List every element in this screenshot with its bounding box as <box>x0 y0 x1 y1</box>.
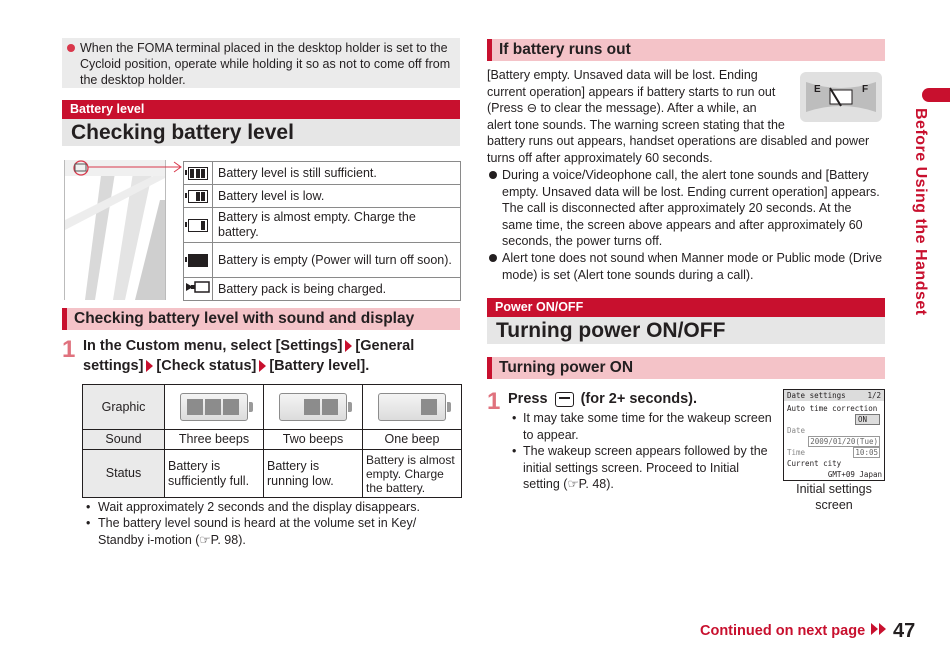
bullet-icon <box>489 171 497 179</box>
table-row <box>184 208 461 243</box>
page-number: 47 <box>893 620 916 642</box>
subhead-power-on: Turning power ON <box>487 357 885 379</box>
screen-auto-label: Auto time correction <box>787 404 878 413</box>
bullet-icon: • <box>86 516 91 530</box>
subhead-sound-display: Checking battery level with sound and display <box>62 308 460 330</box>
battery-charging-icon <box>184 278 213 301</box>
big-battery-2-icon <box>264 385 363 430</box>
battery-level-table <box>183 161 461 301</box>
screen-title: Date settings <box>787 391 846 400</box>
svg-text:E: E <box>814 84 821 95</box>
status-cell: Battery is almost empty. Charge the battery. <box>363 450 462 498</box>
para-line: turns off after approximately 60 seconds. <box>487 150 713 165</box>
note-bullet-icon <box>67 44 75 52</box>
caret-right-icon <box>259 360 266 372</box>
battery-1-bar-icon <box>184 208 213 243</box>
table-row <box>184 243 461 278</box>
continued-text: Continued on next page <box>700 623 866 639</box>
status-cell: Battery is sufficiently full. <box>165 450 264 498</box>
subhead-battery-out: If battery runs out <box>487 39 885 61</box>
big-battery-3-icon <box>165 385 264 430</box>
status-label: Status <box>83 450 165 498</box>
note-box <box>62 38 460 88</box>
bullet-text: It may take some time for the wakeup screen to appear. <box>523 411 772 442</box>
step-instruction <box>508 389 788 409</box>
screen-title-right: 1/2 <box>867 391 881 400</box>
level-text: Battery level is still sufficient. <box>213 162 461 185</box>
bullet-text: Wait approximately 2 seconds and the display disappears. <box>98 500 420 514</box>
list-item <box>86 499 436 516</box>
bullet-text: The wakeup screen appears followed by the initial settings screen. Proceed to Initial setting (☞P. 48). <box>523 444 768 491</box>
level-text: Battery level is low. <box>213 185 461 208</box>
battery-empty-icon <box>184 243 213 278</box>
battery-2-bars-icon <box>184 185 213 208</box>
para-line: alert tone sounds. The warning screen stating that the <box>487 117 785 132</box>
step-part: [Check status] <box>156 358 257 374</box>
para-line: battery runs out appears, handset operations are disabled and power <box>487 134 870 148</box>
para-line: current operation] appears if battery starts to run out <box>487 84 776 99</box>
screen-date-value: 2009/01/20(Tue) <box>810 437 878 446</box>
section-tag-battery: Battery level <box>62 100 460 119</box>
table-row <box>184 185 461 208</box>
list-item <box>512 443 776 493</box>
double-arrow-icon <box>871 622 887 640</box>
continued-link[interactable] <box>700 622 887 640</box>
bullet-icon: • <box>512 444 517 458</box>
para-line: (Press ⊖ to clear the message). After a while, an <box>487 101 757 115</box>
step-part: [General settings] <box>83 338 415 374</box>
level-text: Battery is empty (Power will turn off soon). <box>213 243 461 278</box>
list-item <box>512 410 776 443</box>
battery-sound-table <box>82 384 462 498</box>
initial-settings-screen <box>783 389 885 481</box>
note-text: When the FOMA terminal placed in the desktop holder is set to the Cycloid position, operate while holding it so as not to come off from the desktop holder. <box>80 41 451 87</box>
bullet-icon <box>489 254 497 262</box>
level-text: Battery is almost empty. Charge the battery. <box>213 208 461 243</box>
sound-cell: Two beeps <box>264 430 363 450</box>
bullet-icon: • <box>512 411 517 425</box>
screen-time-value: 10:05 <box>855 448 878 457</box>
screen-auto-value: ON <box>855 414 880 425</box>
bullet-text: During a voice/Videophone call, the alert tone sounds and [Battery empty. Unsaved data will be lost. Ending current operation] appears. The call is disconnected after approximately 20 seconds. At the same time, the screen above appears and after approximately 60 seconds, the power turns off. <box>502 168 880 248</box>
sidebar-section-label: Before Using the Handset <box>912 108 929 316</box>
sound-label: Sound <box>83 430 165 450</box>
para-line: [Battery empty. Unsaved data will be lost. Ending <box>487 68 758 82</box>
phone-screen-illustration <box>64 160 166 300</box>
graphic-label: Graphic <box>83 385 165 430</box>
screen-graphic-icon <box>65 160 165 300</box>
screen-caption: Initial settings screen <box>796 482 872 512</box>
sound-cell: Three beeps <box>165 430 264 450</box>
table-row <box>83 450 462 498</box>
list-item <box>488 250 883 283</box>
bullet-text: Alert tone does not sound when Manner mode or Public mode (Drive mode) is set (Alert tone sounds during a call). <box>502 251 883 282</box>
screen-time-label: Time <box>787 448 806 457</box>
list-item <box>86 515 436 548</box>
battery-gauge-icon <box>800 72 882 122</box>
side-tab-marker <box>922 88 950 102</box>
section-tag-power: Power ON/OFF <box>487 298 885 317</box>
list-item <box>488 167 883 250</box>
power-key-icon <box>555 392 574 407</box>
callout-arrow <box>88 160 188 174</box>
screen-city-value: GMT+09 Japan <box>827 470 882 479</box>
bullet-icon: • <box>86 500 91 514</box>
step-press: Press <box>508 391 548 407</box>
page-title-power: Turning power ON/OFF <box>487 317 885 344</box>
svg-text:F: F <box>862 84 869 95</box>
step-part: [Battery level]. <box>269 358 370 374</box>
table-row <box>184 278 461 301</box>
bullet-text: The battery level sound is heard at the volume set in Key/ Standby i-motion (☞P. 98). <box>98 516 417 547</box>
side-label <box>911 108 939 318</box>
step-number: 1 <box>62 336 76 363</box>
battery-3-bars-icon <box>184 162 213 185</box>
step-after: (for 2+ seconds). <box>580 391 698 407</box>
step-instruction <box>83 336 463 376</box>
caret-right-icon <box>146 360 153 372</box>
page-title-battery: Checking battery level <box>62 119 460 146</box>
caret-right-icon <box>345 340 352 352</box>
step-part: In the Custom menu, select [Settings] <box>83 338 343 354</box>
table-row <box>83 385 462 430</box>
level-text: Battery pack is being charged. <box>213 278 461 301</box>
status-cell: Battery is running low. <box>264 450 363 498</box>
screen-date-label: Date <box>787 426 806 435</box>
step-number: 1 <box>487 388 501 415</box>
big-battery-1-icon <box>363 385 462 430</box>
table-row <box>184 162 461 185</box>
screen-city-label: Current city <box>787 459 842 468</box>
table-row <box>83 430 462 450</box>
sound-cell: One beep <box>363 430 462 450</box>
